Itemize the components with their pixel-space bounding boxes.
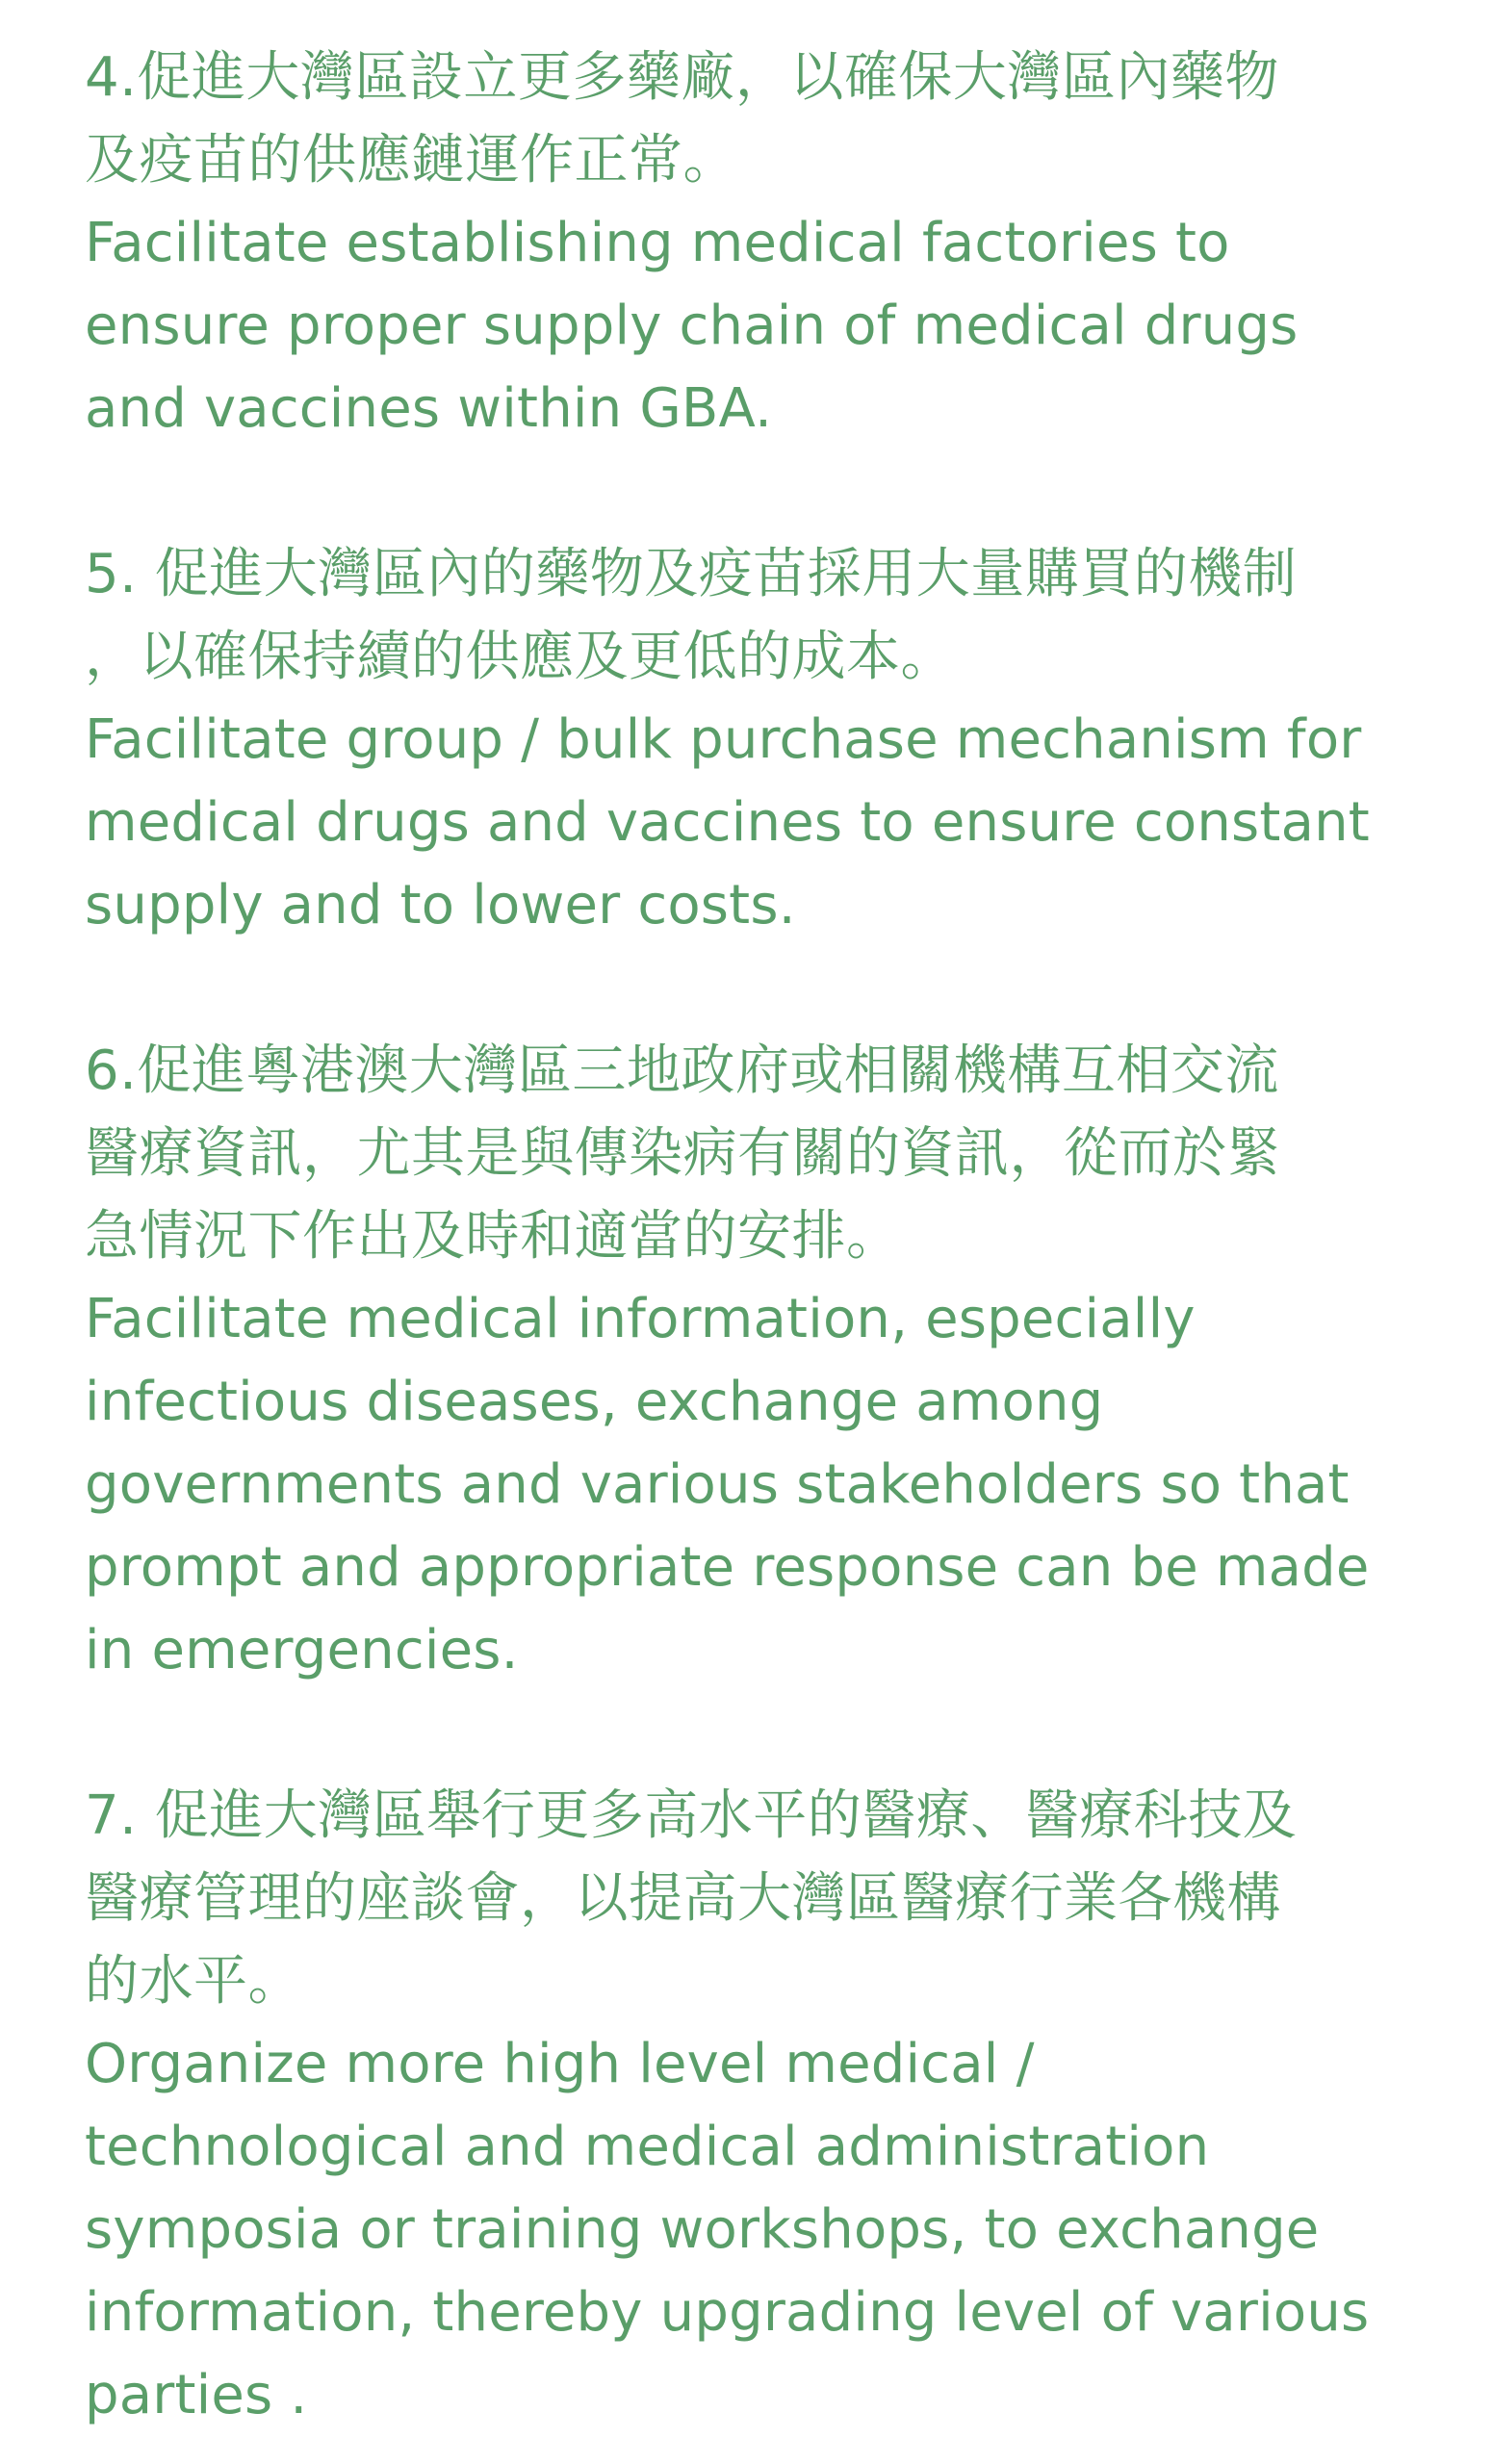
proposal-7-english-text: Organize more high level medical / technological and medical administration symposia or training workshops, to exchange information, thereby upgrading level of various parties .	[85, 2033, 1370, 2426]
proposal-7-chinese-text: 7. 促進大灣區舉行更多高水平的醫療、醫療科技及 醫療管理的座談會，以提高大灣區醫療行業各機構 的水平。	[85, 1784, 1298, 2013]
proposal-5-english-text: Facilitate group / bulk purchase mechanism for medical drugs and vaccines to ensure constant supply and to lower costs.	[85, 708, 1370, 937]
proposal-5-chinese-text: 5. 促進大灣區內的藥物及疫苗採用大量購買的機制 ，以確保持續的供應及更低的成本。	[85, 543, 1298, 688]
proposal-item-4	[85, 37, 1442, 450]
proposal-6-english-text: Facilitate medical information, especially infectious diseases, exchange among governments and various stakeholders so that prompt and appropriate response can be made in emergencies.	[85, 1288, 1370, 1681]
proposal-4-chinese-text: 4.促進大灣區設立更多藥廠，以確保大灣區內藥物 及疫苗的供應鏈運作正常。	[85, 46, 1279, 192]
proposal-item-7	[85, 1775, 1442, 2437]
proposal-item-6	[85, 1030, 1442, 1692]
proposal-4-english-text: Facilitate establishing medical factories to ensure proper supply chain of medical drugs and vaccines within GBA.	[85, 212, 1299, 440]
document-body	[85, 37, 1442, 2437]
proposal-6-chinese-text: 6.促進粵港澳大灣區三地政府或相關機構互相交流 醫療資訊，尤其是與傳染病有關的資訊，從而於緊 急情況下作出及時和適當的安排。	[85, 1040, 1281, 1268]
proposal-item-5	[85, 533, 1442, 947]
